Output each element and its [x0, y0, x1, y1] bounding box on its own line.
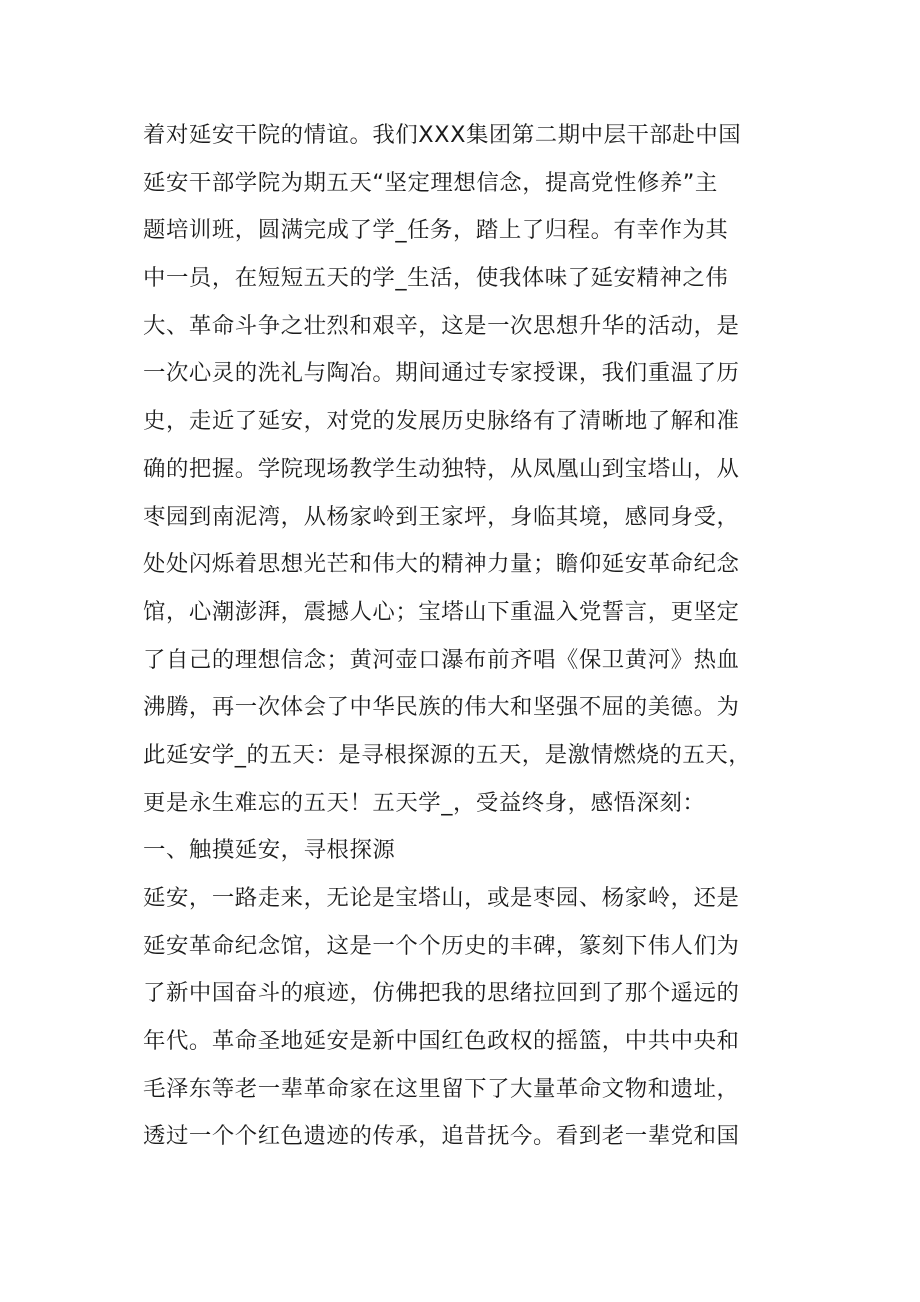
text-line: 延安革命纪念馆，这是一个个历史的丰碑，篆刻下伟人们为	[143, 932, 740, 959]
text-line: 着对延安干院的情谊。我们XXX集团第二期中层干部赴中国	[143, 122, 742, 148]
text-line: 一次心灵的洗礼与陶冶。期间通过专家授课，我们重温了历	[143, 360, 740, 387]
text-line: 中一员，在短短五天的学_生活，使我体味了延安精神之伟	[143, 265, 729, 292]
text-line: 枣园到南泥湾，从杨家岭到王家坪，身临其境，感同身受，	[143, 503, 740, 530]
text-line: 更是永生难忘的五天！五天学_，受益终身，感悟深刻：	[143, 789, 706, 816]
text-line: 年代。革命圣地延安是新中国红色政权的摇篮，中共中央和	[143, 1028, 740, 1055]
text-line: 大、革命斗争之壮烈和艰辛，这是一次思想升华的活动，是	[143, 312, 740, 339]
text-line: 处处闪烁着思想光芒和伟大的精神力量；瞻仰延安革命纪念	[143, 551, 740, 578]
text-line: 延安，一路走来，无论是宝塔山，或是枣园、杨家岭，还是	[143, 885, 740, 911]
text-line: 了新中国奋斗的痕迹，仿佛把我的思绪拉回到了那个遥远的	[143, 980, 740, 1007]
section-heading: 一、触摸延安，寻根探源	[143, 837, 396, 864]
text-line: 题培训班，圆满完成了学_任务，踏上了归程。有幸作为其	[143, 217, 729, 244]
text-line: 馆，心潮澎湃，震撼人心；宝塔山下重温入党誓言，更坚定	[143, 598, 740, 625]
text-line: 透过一个个红色遗迹的传承，追昔抚今。看到老一辈党和国	[143, 1123, 740, 1150]
text-line: 史，走近了延安，对党的发展历史脉络有了清晰地了解和准	[143, 408, 740, 435]
text-line: 此延安学_的五天：是寻根探源的五天，是激情燃烧的五天，	[143, 741, 752, 768]
text-line: 毛泽东等老一辈革命家在这里留下了大量革命文物和遗址，	[143, 1075, 740, 1102]
text-line: 延安干部学院为期五天“坚定理想信念，提高党性修养”主	[143, 169, 718, 196]
text-line: 沸腾，再一次体会了中华民族的伟大和坚强不屈的美德。为	[143, 694, 740, 721]
body-text	[143, 112, 793, 1161]
text-line: 了自己的理想信念；黄河壶口瀑布前齐唱《保卫黄河》热血	[143, 646, 740, 673]
text-line: 确的把握。学院现场教学生动独特，从凤凰山到宝塔山，从	[143, 455, 740, 482]
